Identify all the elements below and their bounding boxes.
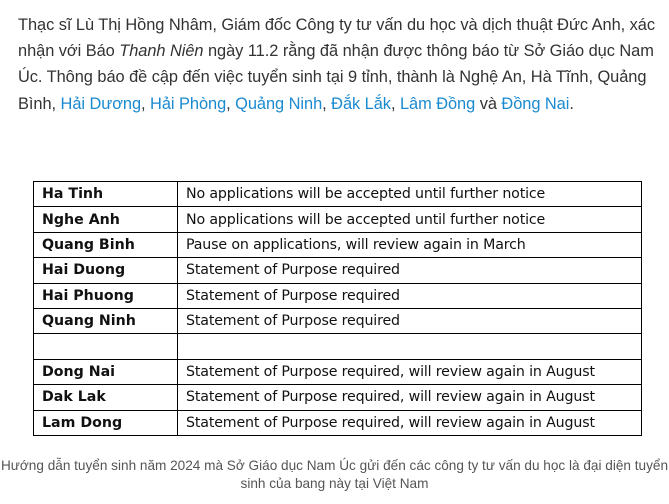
sentence-end: . — [569, 94, 574, 113]
policy-cell: Statement of Purpose required — [178, 308, 642, 333]
table-row — [34, 283, 642, 308]
separator: , — [226, 94, 236, 113]
link-quang-ninh[interactable]: Quảng Ninh — [235, 94, 323, 113]
province-cell: Ha Tinh — [34, 182, 178, 207]
policy-cell: Statement of Purpose required, will review again in August — [178, 385, 642, 410]
table-row — [34, 308, 642, 333]
province-cell: Quang Ninh — [34, 308, 178, 333]
admission-table-image — [33, 181, 642, 436]
conjunction: và — [475, 94, 502, 113]
province-cell: Nghe Anh — [34, 207, 178, 232]
table-row — [34, 359, 642, 384]
newspaper-name: Thanh Niên — [119, 42, 204, 61]
image-caption: Hướng dẫn tuyển sinh năm 2024 mà Sở Giáo dục Nam Úc gửi đến các công ty tư vấn du học là đại diện tuyển sinh của bang này tại Việt Nam — [0, 458, 669, 491]
province-cell: Hai Phuong — [34, 283, 178, 308]
policy-cell: No applications will be accepted until further notice — [178, 182, 642, 207]
table-row — [34, 232, 642, 257]
province-cell: Lam Dong — [34, 410, 178, 435]
policy-cell: Statement of Purpose required — [178, 258, 642, 283]
table-row — [34, 410, 642, 435]
separator: , — [390, 94, 400, 113]
table-row — [34, 385, 642, 410]
province-cell: Hai Duong — [34, 258, 178, 283]
table-row — [34, 258, 642, 283]
province-cell — [34, 334, 178, 359]
table-row — [34, 207, 642, 232]
table-row — [34, 334, 642, 359]
article-paragraph — [18, 12, 658, 117]
admission-table — [33, 181, 642, 436]
policy-cell: No applications will be accepted until further notice — [178, 207, 642, 232]
link-hai-phong[interactable]: Hải Phòng — [150, 94, 227, 113]
link-lam-dong[interactable]: Lâm Đồng — [399, 94, 476, 113]
article-text-part1: Thạc sĩ Lù Thị Hồng Nhâm, Giám đốc Công ty tư vấn du học và dịch thuật Đức Anh, xác nhận với Báo — [18, 16, 656, 61]
policy-cell — [178, 334, 642, 359]
province-cell: Quang Binh — [34, 232, 178, 257]
policy-cell: Statement of Purpose required, will review again in August — [178, 410, 642, 435]
link-dak-lak[interactable]: Đắk Lắk — [331, 94, 391, 113]
article-text-part2: ngày 11.2 rằng đã nhận được thông báo từ Sở Giáo dục Nam Úc. Thông báo đề cập đến việc tuyển sinh tại 9 tỉnh, thành là Nghệ An, Hà Tĩnh, Quảng Bình, — [18, 42, 654, 113]
policy-cell: Statement of Purpose required — [178, 283, 642, 308]
admission-table-body — [34, 182, 642, 436]
table-row — [34, 182, 642, 207]
policy-cell: Pause on applications, will review again in March — [178, 232, 642, 257]
province-cell: Dong Nai — [34, 359, 178, 384]
separator: , — [141, 94, 151, 113]
link-dong-nai[interactable]: Đồng Nai — [501, 94, 570, 113]
separator: , — [322, 94, 332, 113]
province-cell: Dak Lak — [34, 385, 178, 410]
link-hai-duong[interactable]: Hải Dương — [60, 94, 142, 113]
policy-cell: Statement of Purpose required, will review again in August — [178, 359, 642, 384]
